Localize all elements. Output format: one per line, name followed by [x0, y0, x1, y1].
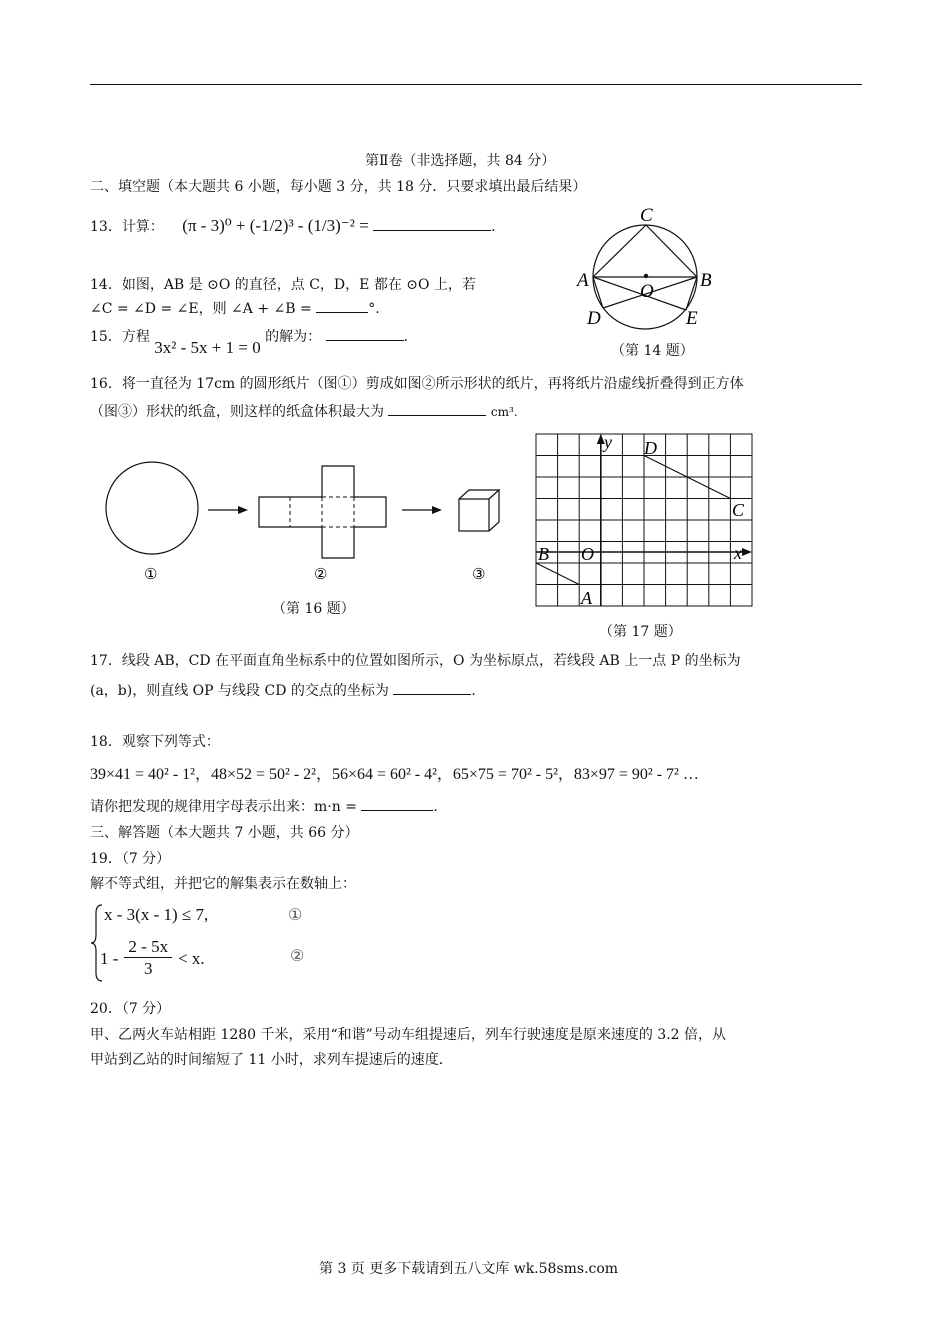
q13-end: . [491, 219, 496, 235]
header-rule [90, 84, 862, 85]
part2-heading: 二、填空题（本大题共 6 小题，每小题 3 分，共 18 分．只要求填出最后结果） [90, 179, 587, 195]
section-title: 第Ⅱ卷（非选择题，共 84 分） [365, 153, 556, 169]
q18-end: . [433, 799, 438, 815]
chord-ad [593, 277, 603, 308]
grid [536, 434, 752, 606]
ineq2-prefix: 1 - [100, 948, 119, 968]
label-b: B [700, 270, 712, 291]
q15-equation: 3x² - 5x + 1 = 0 [154, 338, 261, 357]
label-y: y [604, 432, 612, 452]
q19-inequality-2 [100, 937, 205, 980]
q19-label: 19．（7 分） [90, 851, 171, 867]
part3-heading: 三、解答题（本大题共 7 小题，共 66 分） [90, 825, 359, 841]
q18-prompt: 请你把发现的规律用字母表示出来：m·n = [90, 799, 357, 815]
label-c: C [640, 205, 653, 226]
q18-equations: 39×41 = 40² - 1²，48×52 = 50² - 2²，56×64 = 60² - 4²，65×75 = 70² - 5²，83×97 = 90² - 7² … [90, 766, 699, 783]
q14-line2 [90, 298, 380, 318]
q16-unit: cm³. [490, 405, 518, 419]
q16-caption: （第 16 题） [272, 601, 355, 617]
arrow-1-head [238, 506, 248, 514]
q13-expression: (π - 3)⁰ + (-1/2)³ - (1/3)⁻² = [182, 216, 369, 235]
q16-line1: 16．将一直径为 17cm 的圆形纸片（图①）剪成如图②所示形状的纸片，再将纸片沿虚线折叠得到正方体 [90, 376, 744, 392]
paper-circle [106, 462, 198, 554]
q15 [90, 326, 409, 357]
label-o: O [640, 281, 654, 302]
label-b: B [538, 544, 549, 564]
label-d: D [587, 308, 601, 329]
q17-line2 [90, 680, 476, 700]
ineq2-suffix: < x. [178, 948, 205, 968]
fig-label-2: ② [314, 567, 328, 583]
label-d: D [644, 438, 657, 458]
q17-answer-blank[interactable] [393, 694, 471, 695]
q17-figure [530, 430, 760, 610]
q13-label: 13．计算： [90, 219, 164, 235]
cube [459, 490, 499, 531]
ineq2-numerator: 2 - 5x [124, 937, 172, 958]
q18-label: 18．观察下列等式： [90, 734, 220, 750]
chord-eb [686, 277, 697, 310]
q13 [90, 216, 496, 236]
q20-line2: 甲站到乙站的时间缩短了 11 小时，求列车提速后的速度． [90, 1052, 453, 1068]
label-a: A [577, 270, 589, 291]
q20-label: 20．（7 分） [90, 1001, 171, 1017]
q13-answer-blank[interactable] [373, 230, 491, 231]
q14-unit: °. [368, 301, 380, 317]
q20-line1: 甲、乙两火车站相距 1280 千米，采用“和谐”号动车组提速后，列车行驶速度是原来速度的 3.2 倍，从 [90, 1027, 727, 1043]
chord-ac [593, 225, 646, 277]
label-x: x [734, 543, 742, 563]
q14-caption: （第 14 题） [611, 343, 694, 359]
q17-caption: （第 17 题） [599, 624, 682, 640]
label-c: C [732, 500, 745, 520]
q16-figures [100, 455, 520, 585]
ineq2-denominator: 3 [144, 959, 153, 978]
arrow-2-head [432, 506, 442, 514]
q15-end: . [403, 329, 409, 345]
center-dot [644, 274, 648, 278]
q16-answer-blank[interactable] [388, 415, 486, 416]
label-a: A [581, 588, 592, 608]
q18-prompt-line [90, 796, 438, 816]
q19-inequality-1: x - 3(x - 1) ≤ 7, [104, 905, 209, 924]
q15-label: 15．方程 [90, 329, 150, 345]
q18-answer-blank[interactable] [361, 810, 433, 811]
q19-mark-1: ① [288, 905, 303, 924]
x-axis-arrow [742, 548, 752, 556]
q16-question: （图③）形状的纸盒，则这样的纸盒体积最大为 [90, 404, 384, 420]
q15-answer-blank[interactable] [326, 340, 404, 341]
q17-question: (a，b)，则直线 OP 与线段 CD 的交点的坐标为 [90, 683, 389, 699]
ineq2-fraction [124, 937, 172, 980]
q15-tail: 的解为： [265, 329, 322, 345]
fig-label-1: ① [144, 567, 158, 583]
q17-end: . [471, 683, 476, 699]
q19-mark-2: ② [290, 946, 305, 965]
q19-text: 解不等式组，并把它的解集表示在数轴上： [90, 876, 356, 892]
q14-question: ∠C = ∠D = ∠E，则 ∠A + ∠B = [90, 301, 312, 317]
q14-line1: 14．如图，AB 是 ⊙O 的直径，点 C，D，E 都在 ⊙O 上，若 [90, 277, 476, 293]
label-e: E [686, 308, 698, 329]
page-footer: 第 3 页 更多下载请到五八文库 wk.58sms.com [319, 1261, 619, 1277]
q16-line2 [90, 401, 518, 421]
fig-label-3: ③ [472, 567, 486, 583]
q14-figure [570, 200, 730, 340]
q17-line1: 17．线段 AB，CD 在平面直角坐标系中的位置如图所示，O 为坐标原点，若线段 AB 上一点 P 的坐标为 [90, 653, 741, 669]
label-o: O [581, 544, 594, 564]
q14-answer-blank[interactable] [316, 312, 368, 313]
